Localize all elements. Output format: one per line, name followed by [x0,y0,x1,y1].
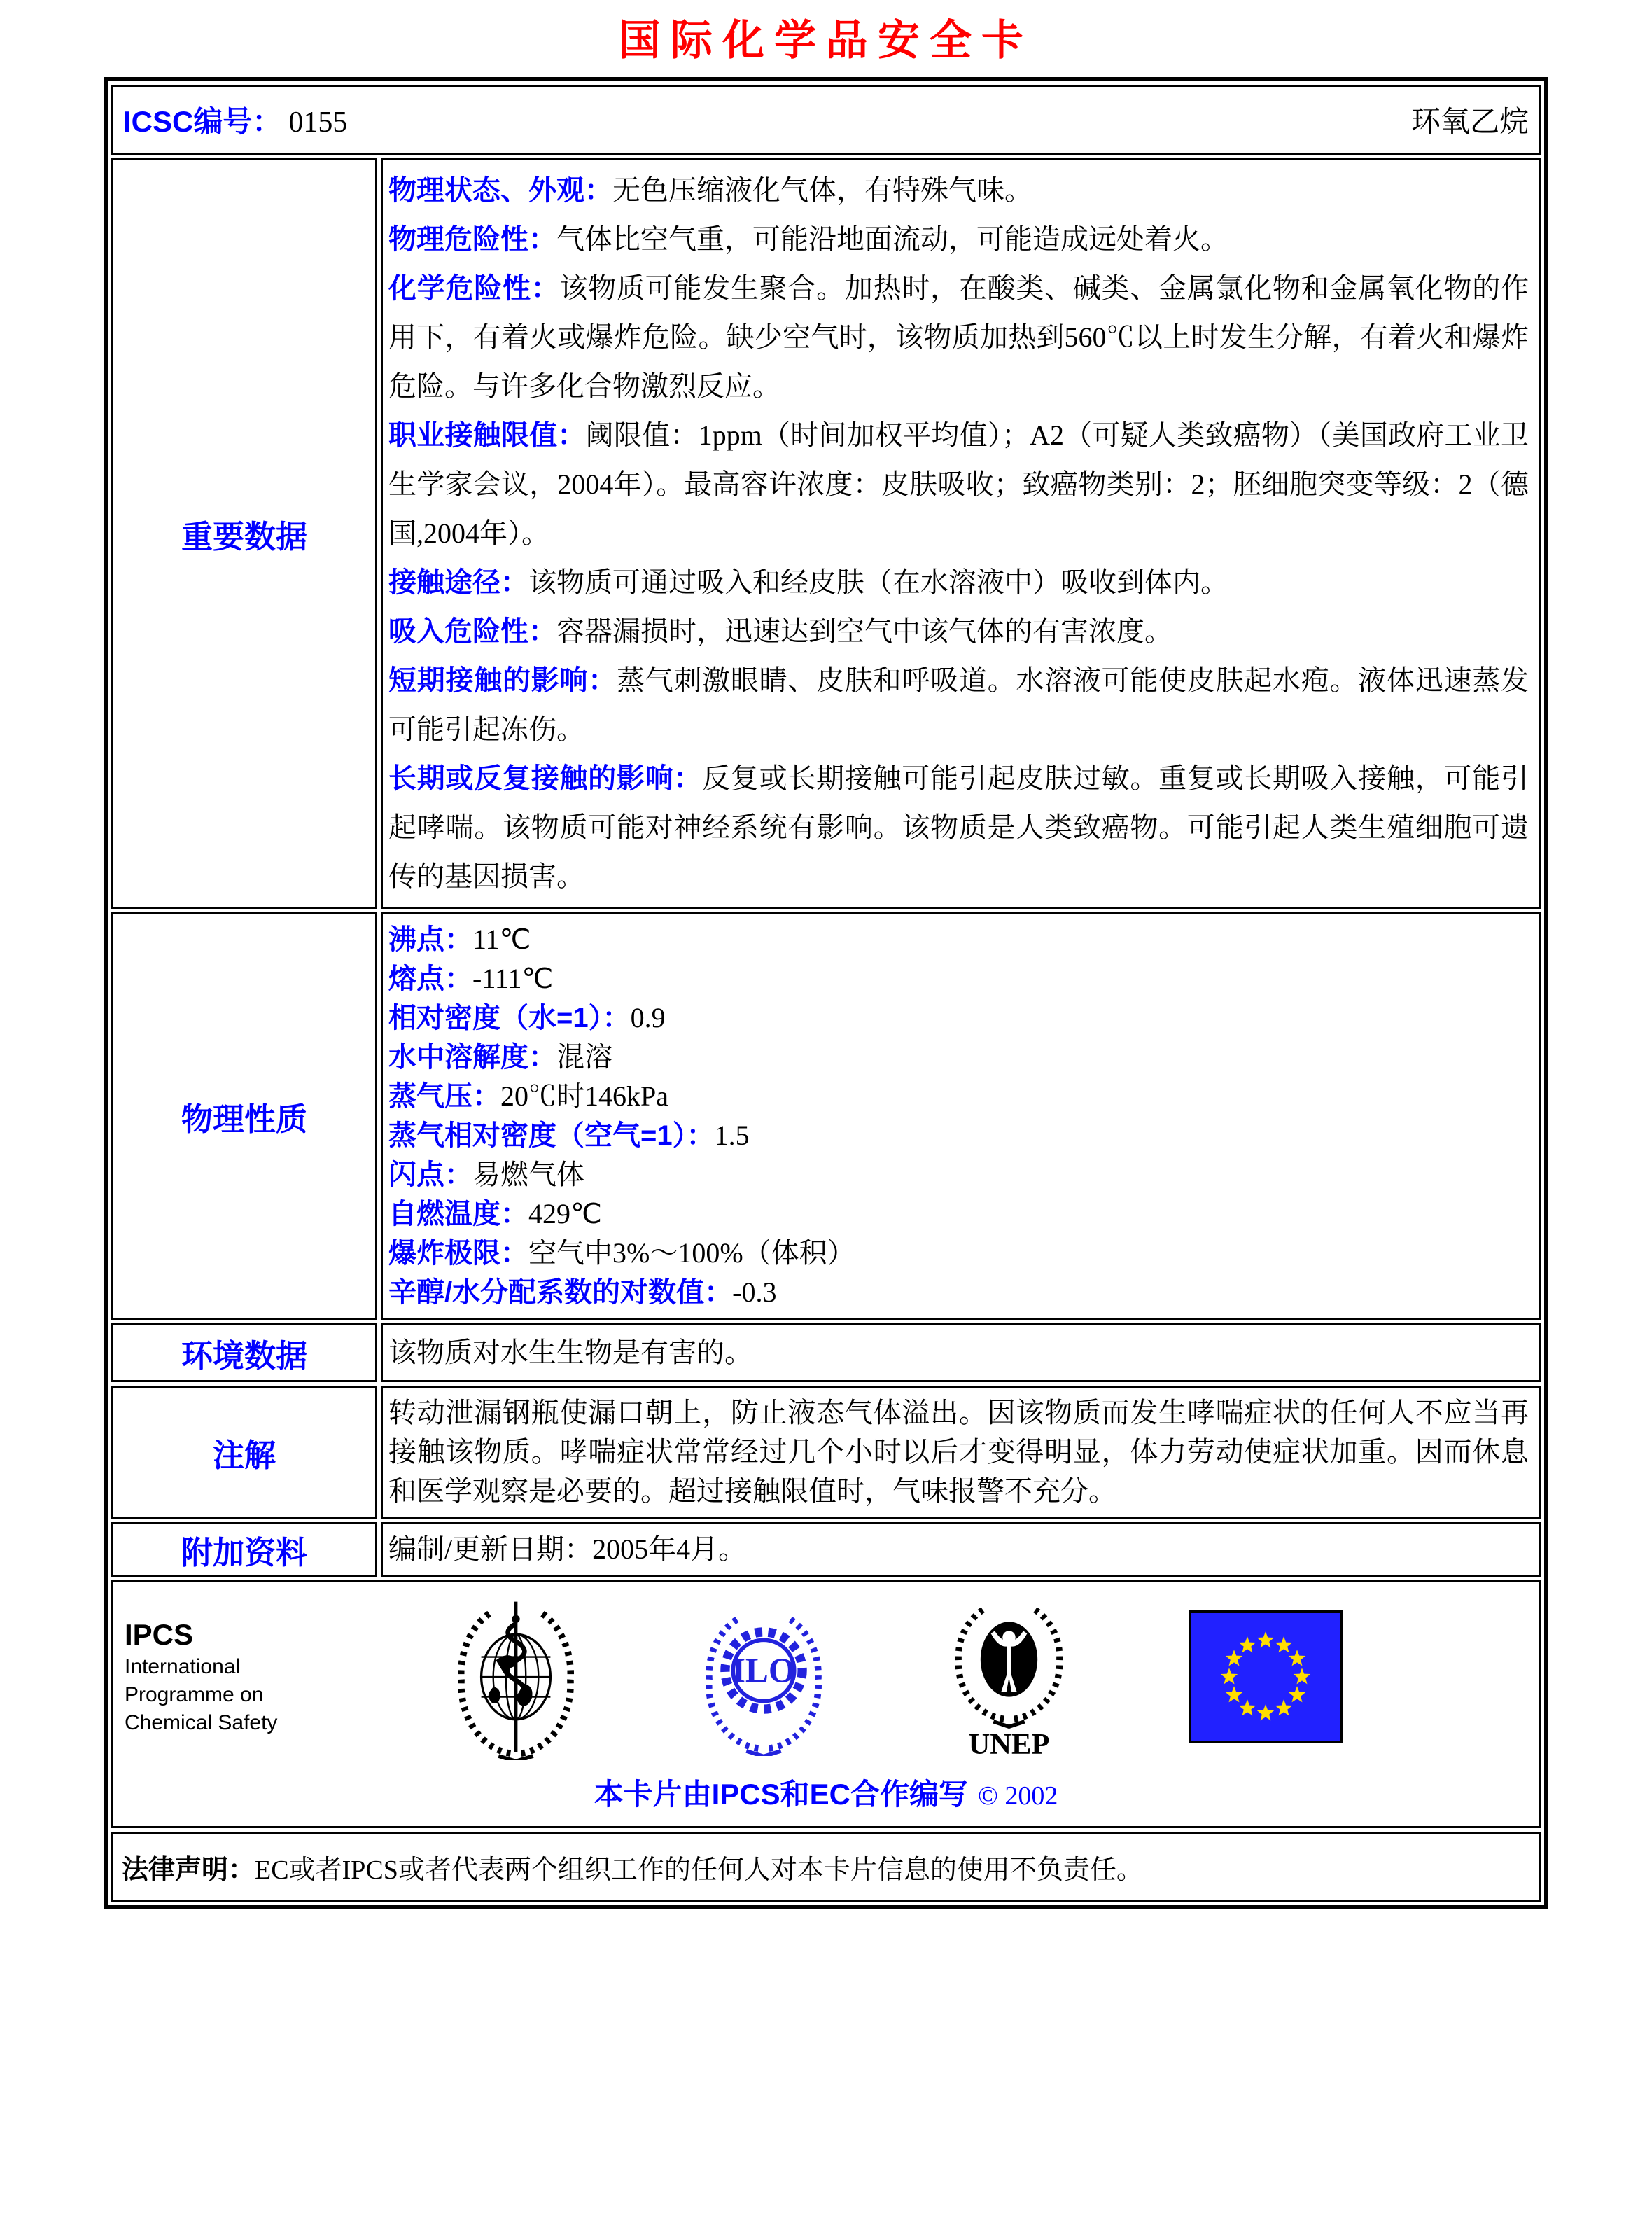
eu-flag [1189,1610,1343,1743]
who-emblem-icon [449,1594,582,1760]
logos-row [111,1580,1541,1828]
safety-card-table [104,77,1548,1909]
legal-label: 法律声明： [122,1855,255,1885]
legal-row [111,1832,1541,1902]
field-text: 该物质可通过吸入和经皮肤（在水溶液中）吸收到体内。 [528,566,1228,598]
notes-section-label: 注解 [111,1386,377,1519]
field-label: 物理状态、外观： [388,175,612,206]
field-physical-danger [388,215,1529,264]
prop-value: 空气中3%～100%（体积） [528,1237,855,1269]
unep-emblem-icon [944,1594,1074,1760]
copyright-text: 本卡片由IPCS和EC合作编写 [594,1778,968,1811]
prop-explosive-limits [388,1234,1529,1273]
notes-text: 转动泄漏钢瓶使漏口朝上，防止液态气体溢出。因该物质而发生哮喘症状的任何人不应当再接触该物质。哮喘症状常常经过几个小时以后才变得明显，体力劳动使症状加重。因而休息和医学观察是必要的。超过接触限值时，气味报警不充分。 [388,1397,1529,1507]
prop-relative-density [388,998,1529,1038]
additional-info-row [111,1522,1541,1577]
field-physical-state [388,166,1529,215]
prop-label: 闪点： [388,1159,472,1190]
notes-row [111,1386,1541,1519]
prop-value: 20℃时146kPa [500,1080,668,1112]
unep-logo [944,1594,1074,1760]
prop-value: -111℃ [472,963,554,994]
copyright-year: © 2002 [978,1781,1058,1811]
field-text: 气体比空气重，可能沿地面流动，可能造成远处着火。 [556,223,1228,255]
logos-cell [111,1580,1541,1828]
field-label: 物理危险性： [388,224,556,255]
physical-properties-section-label: 物理性质 [111,912,377,1320]
physical-properties-row [111,912,1541,1320]
prop-label: 水中溶解度： [388,1042,556,1073]
field-chemical-danger [388,264,1529,411]
field-text: 阈限值：1ppm（时间加权平均值）；A2（可疑人类致癌物）（美国政府工业卫生学家会议，2004年）。最高容许浓度：皮肤吸收；致癌物类别：2；胚细胞突变等级：2（德国,2004年）。 [388,419,1530,549]
prop-octanol-water [388,1273,1529,1312]
notes-content [381,1386,1541,1519]
prop-label: 熔点： [388,963,472,994]
field-label: 短期接触的影响： [388,665,617,696]
environment-section-label: 环境数据 [111,1323,377,1382]
prop-label: 辛醇/水分配系数的对数值： [388,1277,733,1308]
field-text: 容器漏损时，迅速达到空气中该气体的有害浓度。 [556,615,1172,647]
prop-value: 易燃气体 [472,1159,584,1190]
ipcs-text-block [125,1617,335,1737]
legal-cell [111,1832,1541,1902]
field-exposure-routes [388,558,1529,607]
icsc-number-value: 0155 [288,106,348,139]
ipcs-line: International [125,1655,241,1678]
prop-boiling-point [388,920,1529,959]
physical-properties-content [381,912,1541,1320]
ilo-letters: ILO [732,1650,795,1689]
legal-text: EC或者IPCS或者代表两个组织工作的任何人对本卡片信息的使用不负责任。 [255,1855,1143,1885]
environment-row [111,1323,1541,1382]
prop-vapor-density [388,1116,1529,1155]
prop-label: 相对密度（水=1）： [388,1003,631,1033]
prop-value: 混溶 [556,1041,612,1073]
ipcs-line: Programme on [125,1683,264,1706]
field-label: 化学危险性： [388,273,560,304]
unep-caption: UNEP [968,1728,1050,1760]
field-occupational-limits [388,411,1529,558]
ilo-logo [697,1598,830,1756]
prop-vapor-pressure [388,1077,1529,1116]
prop-label: 蒸气压： [388,1081,500,1112]
field-label: 接触途径： [388,567,528,598]
important-data-section-label: 重要数据 [111,158,377,909]
eu-flag-icon [1189,1610,1343,1743]
additional-info-text: 编制/更新日期：2005年4月。 [388,1533,747,1565]
prop-label: 自燃温度： [388,1199,528,1229]
prop-water-solubility [388,1038,1529,1077]
field-text: 反复或长期接触可能引起皮肤过敏。重复或长期吸入接触，可能引起哮喘。该物质可能对神经系统有影响。该物质是人类致癌物。可能引起人类生殖细胞可遗传的基因损害。 [388,762,1530,892]
field-inhalation-risk [388,607,1529,656]
field-label: 职业接触限值： [388,420,586,451]
prop-value: 0.9 [630,1002,666,1033]
header-row [111,85,1541,155]
field-label: 长期或反复接触的影响： [388,763,703,794]
page-title: 国际化学品安全卡 [619,17,1033,64]
header-cell [111,85,1541,155]
prop-flash-point [388,1155,1529,1194]
field-text: 无色压缩液化气体，有特殊气味。 [612,174,1032,206]
prop-label: 蒸气相对密度（空气=1）： [388,1120,715,1151]
prop-label: 爆炸极限： [388,1238,528,1269]
environment-content [381,1323,1541,1382]
who-logo [449,1594,582,1760]
chemical-name: 环氧乙烷 [1410,106,1529,139]
field-long-term-effects [388,754,1529,901]
ipcs-acronym: IPCS [125,1618,194,1651]
icsc-number-group [123,99,347,141]
ilo-emblem-icon [697,1598,830,1756]
prop-value: -0.3 [732,1276,777,1308]
field-label: 吸入危险性： [388,616,556,647]
prop-label: 沸点： [388,924,472,955]
prop-autoignition-temp [388,1194,1529,1234]
important-data-row [111,158,1541,909]
additional-info-section-label: 附加资料 [111,1522,377,1577]
field-text: 该物质可能发生聚合。加热时，在酸类、碱类、金属氯化物和金属氧化物的作用下，有着火或爆炸危险。缺少空气时，该物质加热到560℃以上时发生分解，有着火和爆炸危险。与许多化合物激烈反应。 [388,272,1530,402]
prop-melting-point [388,959,1529,998]
important-data-content [381,158,1541,909]
icsc-number-label: ICSC编号： [123,105,282,138]
field-short-term-effects [388,656,1529,754]
field-text: 蒸气刺激眼睛、皮肤和呼吸道。水溶液可能使皮肤起水疱。液体迅速蒸发可能引起冻伤。 [388,664,1530,745]
prop-value: 1.5 [714,1120,750,1151]
copyright-line [113,1759,1539,1820]
prop-value: 11℃ [472,924,531,955]
additional-info-content [381,1522,1541,1577]
prop-value: 429℃ [528,1198,602,1229]
ipcs-line: Chemical Safety [125,1711,278,1734]
environment-text: 该物质对水生生物是有害的。 [388,1337,752,1368]
